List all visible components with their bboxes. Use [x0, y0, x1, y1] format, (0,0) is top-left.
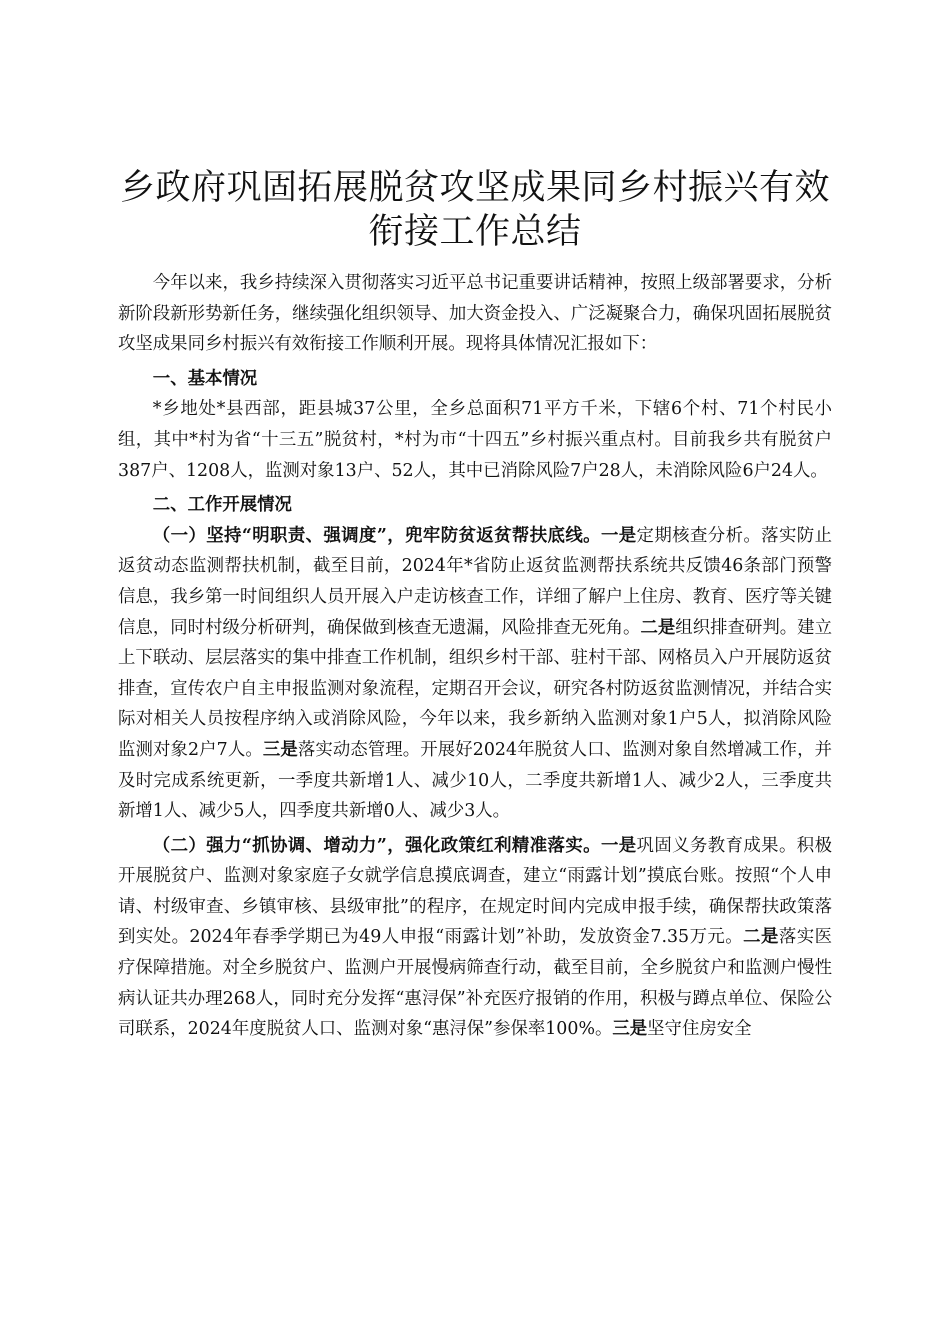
subsection-2-paragraph: [118, 831, 832, 1045]
sub2-point1-text: 巩固义务教育成果。积极开展脱贫户、监测对象家庭子女就学信息摸底调查，建立“雨露计划”摸底台账。按照“个人申请、村级审查、乡镇审核、县级审批”的程序，在规定时间内完成申报手续，确保帮扶政策落到实处。2024年春季学期已为49人申报“雨露计划”补助，发放资金7.35万元。: [118, 835, 832, 948]
intro-paragraph: 今年以来，我乡持续深入贯彻落实习近平总书记重要讲话精神，按照上级部署要求，分析新阶段新形势新任务，继续强化组织领导、加大资金投入、广泛凝聚合力，确保巩固拓展脱贫攻坚成果同乡村振兴有效衔接工作顺利开展。现将具体情况汇报如下：: [118, 273, 832, 355]
sub1-point3-lead: 三是: [262, 739, 298, 760]
sub2-point2-lead: 二是: [743, 927, 779, 948]
sub2-point2-text: 落实医疗保障措施。对全乡脱贫户、监测户开展慢病筛查行动，截至目前，全乡脱贫户和监测户慢性病认证共办理268人，同时充分发挥“惠浔保”补充医疗报销的作用，积极与蹲点单位、保险公司联系，2024年度脱贫人口、监测对象“惠浔保”参保率100%。: [118, 927, 832, 1040]
sub2-point3-text: 坚守住房安全: [647, 1019, 752, 1040]
section-2-heading: 二、工作开展情况: [152, 495, 292, 516]
sub1-point2-text: 组织排查研判。建立上下联动、层层落实的集中排查工作机制，组织乡村干部、驻村干部、网格员入户开展防返贫排查，宣传农户自主申报监测对象流程，定期召开会议，研究各村防返贫监测情况，并结合实际对相关人员按程序纳入或消除风险，今年以来，我乡新纳入监测对象1户5人，拟消除风险监测对象2户7人。: [118, 617, 832, 760]
sub1-point3-text: 落实动态管理。开展好2024年脱贫人口、监测对象自然增减工作，并及时完成系统更新，一季度共新增1人、减少10人，二季度共新增1人、减少2人，三季度共新增1人、减少5人，四季度共新增0人、减少3人。: [118, 739, 832, 822]
document-title: 乡政府巩固拓展脱贫攻坚成果同乡村振兴有效衔接工作总结: [119, 168, 830, 252]
subsection-1-heading: （一）坚持“明职责、强调度”，兜牢防贫返贫帮扶底线。: [152, 525, 601, 546]
sub2-point1-lead: 一是: [600, 835, 637, 856]
sub1-point1-lead: 一是: [600, 525, 637, 546]
subsection-1-paragraph: [118, 521, 832, 827]
section-1-heading: 一、基本情况: [152, 368, 258, 389]
subsection-2-heading: （二）强力“抓协调、增动力”，强化政策红利精准落实。: [152, 835, 601, 856]
section-1-paragraph: *乡地处*县西部，距县城37公里，全乡总面积71平方千米，下辖6个村、71个村民小组，其中*村为省“十三五”脱贫村，*村为市“十四五”乡村振兴重点村。目前我乡共有脱贫户387户、1208人，监测对象13户、52人，其中已消除风险7户28人，未消除风险6户24人。: [118, 399, 832, 481]
sub1-point2-lead: 二是: [640, 617, 676, 638]
sub1-point1-text: 定期核查分析。落实防止返贫动态监测帮扶机制，截至目前，2024年*省防止返贫监测帮扶系统共反馈46条部门预警信息，我乡第一时间组织人员开展入户走访核查工作，详细了解户上住房、教育、医疗等关键信息，同时村级分析研判，确保做到核查无遗漏，风险排查无死角。: [118, 525, 832, 638]
sub2-point3-lead: 三是: [612, 1019, 648, 1040]
